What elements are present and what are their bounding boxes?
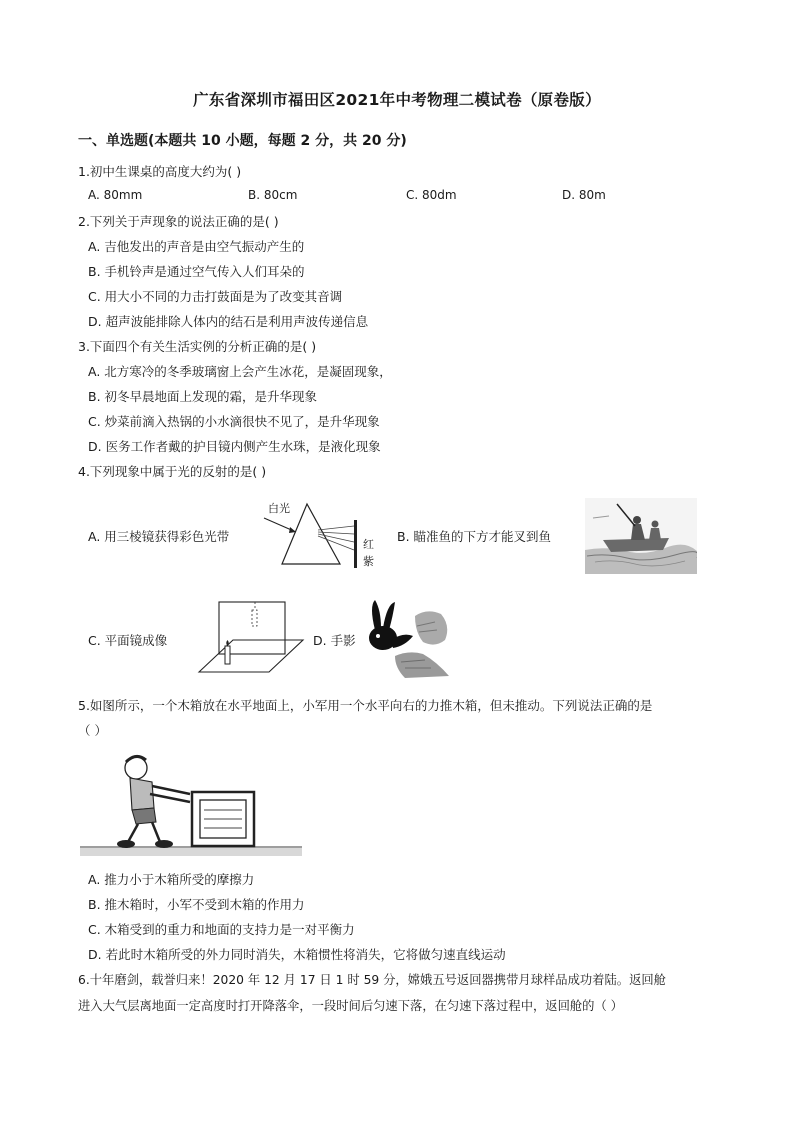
q4-option-c: C. 平面镜成像 <box>88 633 168 648</box>
q2-option-c: C. 用大小不同的力击打鼓面是为了改变其音调 <box>88 289 343 304</box>
question-6-line1: 6.十年磨剑，载誉归来！2020 年 12 月 17 日 1 时 59 分，嫦娥五号返回器携带月球样品成功着陆。返回舱 <box>78 973 666 987</box>
q4-option-a: A. 用三棱镜获得彩色光带 <box>88 529 230 544</box>
q5-option-b: B. 推木箱时，小军不受到木箱的作用力 <box>88 897 305 912</box>
plane-mirror-diagram <box>195 600 305 676</box>
question-3-stem: 3.下面四个有关生活实例的分析正确的是( ) <box>78 339 317 354</box>
q3-option-c: C. 炒菜前滴入热锅的小水滴很快不见了，是升华现象 <box>88 414 380 429</box>
question-2-stem: 2.下列关于声现象的说法正确的是( ) <box>78 214 279 229</box>
q2-option-a: A. 吉他发出的声音是由空气振动产生的 <box>88 239 305 254</box>
prism-label-purple: 紫 <box>363 555 374 568</box>
q3-option-d: D. 医务工作者戴的护目镜内侧产生水珠，是液化现象 <box>88 439 381 454</box>
q1-option-b: B. 80cm <box>248 188 298 202</box>
question-4-stem: 4.下列现象中属于光的反射的是( ) <box>78 464 267 479</box>
question-5-stem-line2: （ ） <box>78 723 107 738</box>
page-title: 广东省深圳市福田区2021年中考物理二模试卷（原卷版） <box>193 91 601 109</box>
q1-option-a: A. 80mm <box>88 188 143 202</box>
q5-option-d: D. 若此时木箱所受的外力同时消失，木箱惯性将消失，它将做匀速直线运动 <box>88 947 506 962</box>
question-5-stem-line1: 5.如图所示，一个木箱放在水平地面上，小军用一个水平向右的力推木箱，但未推动。下列说法正确的是 <box>78 698 653 713</box>
q4-option-b: B. 瞄准鱼的下方才能叉到鱼 <box>397 529 552 544</box>
spear-fishing-image <box>585 498 697 574</box>
q2-option-d: D. 超声波能排除人体内的结石是利用声波传递信息 <box>88 314 369 329</box>
q4-option-d: D. 手影 <box>313 633 356 648</box>
prism-label-red: 红 <box>363 538 374 551</box>
q1-option-d: D. 80m <box>562 188 606 202</box>
q2-option-b: B. 手机铃声是通过空气传入人们耳朵的 <box>88 264 305 279</box>
question-6-line2: 进入大气层离地面一定高度时打开降落伞，一段时间后匀速下落，在匀速下落过程中，返回舱的（ ） <box>78 999 623 1013</box>
q3-option-b: B. 初冬早晨地面上发现的霜，是升华现象 <box>88 389 318 404</box>
hand-shadow-image <box>365 596 457 678</box>
prism-label-white-light: 白光 <box>268 502 290 515</box>
q3-option-a: A. 北方寒冷的冬季玻璃窗上会产生冰花，是凝固现象， <box>88 364 392 379</box>
boy-pushing-box-image <box>80 746 302 858</box>
q1-option-c: C. 80dm <box>406 188 457 202</box>
section-heading: 一、单选题(本题共 10 小题，每题 2 分，共 20 分) <box>78 133 407 149</box>
q5-option-a: A. 推力小于木箱所受的摩擦力 <box>88 872 255 887</box>
q5-option-c: C. 木箱受到的重力和地面的支持力是一对平衡力 <box>88 922 355 937</box>
question-1-stem: 1.初中生课桌的高度大约为( ) <box>78 164 242 179</box>
